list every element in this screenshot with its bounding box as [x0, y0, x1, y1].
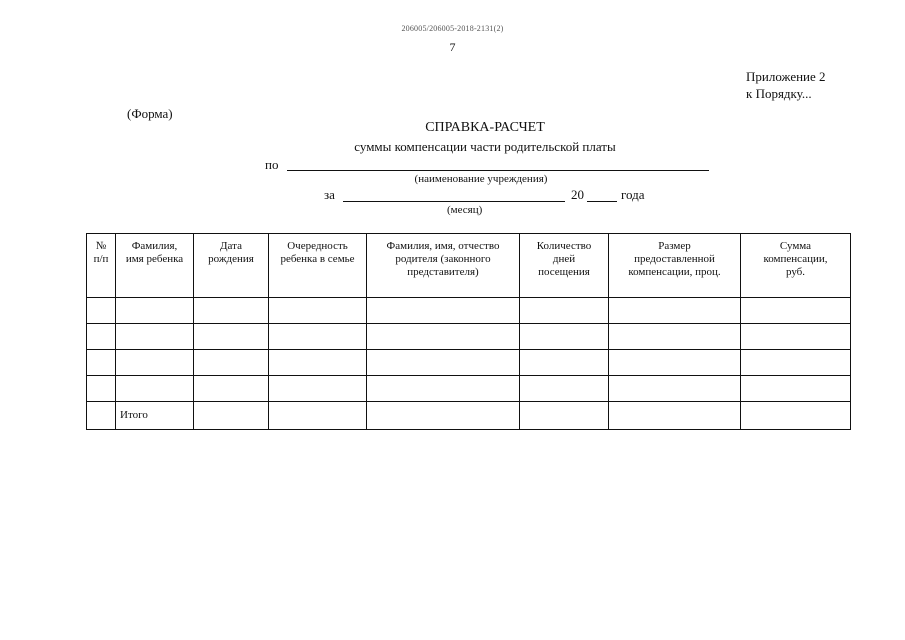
table-cell[interactable] — [87, 376, 116, 402]
year-blank-line[interactable] — [587, 201, 617, 202]
table-cell[interactable] — [194, 324, 269, 350]
column-header: Фамилия, имя ребенка — [116, 234, 194, 298]
column-header: Количество дней посещения — [520, 234, 609, 298]
table-cell[interactable] — [269, 298, 367, 324]
year-prefix: 20 — [571, 187, 584, 202]
table-cell[interactable] — [367, 324, 520, 350]
year-suffix: года — [621, 187, 645, 202]
appendix-line-1: Приложение 2 — [746, 69, 826, 84]
table-row — [87, 324, 851, 350]
table-cell[interactable] — [609, 402, 741, 430]
column-header: № п/п — [87, 234, 116, 298]
column-header: Дата рождения — [194, 234, 269, 298]
form-label: (Форма) — [127, 106, 173, 121]
table-cell[interactable] — [194, 402, 269, 430]
table-cell[interactable] — [269, 350, 367, 376]
table-cell[interactable] — [116, 350, 194, 376]
table-cell[interactable] — [741, 350, 851, 376]
table-cell[interactable] — [194, 298, 269, 324]
table-cell[interactable] — [87, 298, 116, 324]
table-cell[interactable] — [520, 324, 609, 350]
table-cell[interactable] — [194, 376, 269, 402]
table-row — [87, 298, 851, 324]
table-cell[interactable] — [116, 376, 194, 402]
column-header: Фамилия, имя, отчество родителя (законного представителя) — [367, 234, 520, 298]
table-cell[interactable] — [520, 402, 609, 430]
table-cell[interactable] — [269, 376, 367, 402]
table-cell[interactable] — [116, 324, 194, 350]
table-cell[interactable] — [609, 298, 741, 324]
table-cell[interactable] — [609, 376, 741, 402]
table-cell[interactable] — [741, 402, 851, 430]
table-cell[interactable] — [609, 350, 741, 376]
column-header: Размер предоставленной компенсации, проц. — [609, 234, 741, 298]
calculation-table — [86, 233, 851, 430]
table-header-row — [87, 234, 851, 298]
total-row — [87, 402, 851, 430]
table-row — [87, 376, 851, 402]
document-subtitle: суммы компенсации части родительской платы — [354, 139, 616, 154]
table-cell[interactable] — [367, 298, 520, 324]
table-cell[interactable] — [269, 402, 367, 430]
table-cell[interactable] — [520, 376, 609, 402]
table-cell[interactable] — [87, 402, 116, 430]
page-number: 7 — [449, 40, 456, 54]
column-header: Очередность ребенка в семье — [269, 234, 367, 298]
month-hint: (месяц) — [447, 204, 483, 216]
institution-hint: (наименование учреждения) — [414, 173, 548, 185]
table-cell[interactable] — [116, 298, 194, 324]
table-cell[interactable] — [741, 324, 851, 350]
table-cell[interactable] — [609, 324, 741, 350]
table-cell[interactable] — [520, 298, 609, 324]
table-cell[interactable] — [87, 324, 116, 350]
document-title: СПРАВКА-РАСЧЕТ — [425, 120, 545, 135]
table-cell[interactable] — [741, 298, 851, 324]
table-cell[interactable] — [367, 350, 520, 376]
institution-prefix: по — [265, 157, 279, 172]
table-cell[interactable] — [520, 350, 609, 376]
table-row — [87, 350, 851, 376]
institution-blank-line[interactable] — [287, 170, 709, 171]
table-cell[interactable] — [269, 324, 367, 350]
table-cell[interactable] — [87, 350, 116, 376]
period-prefix: за — [324, 187, 335, 202]
appendix-reference — [746, 68, 826, 102]
column-header: Сумма компенсации, руб. — [741, 234, 851, 298]
table-cell[interactable] — [367, 376, 520, 402]
month-blank-line[interactable] — [343, 201, 565, 202]
total-label: Итого — [116, 402, 194, 430]
document-code: 206005/206005-2018-2131(2) — [401, 24, 504, 33]
table-cell[interactable] — [194, 350, 269, 376]
table-cell[interactable] — [367, 402, 520, 430]
table-cell[interactable] — [741, 376, 851, 402]
appendix-line-2: к Порядку... — [746, 86, 812, 101]
